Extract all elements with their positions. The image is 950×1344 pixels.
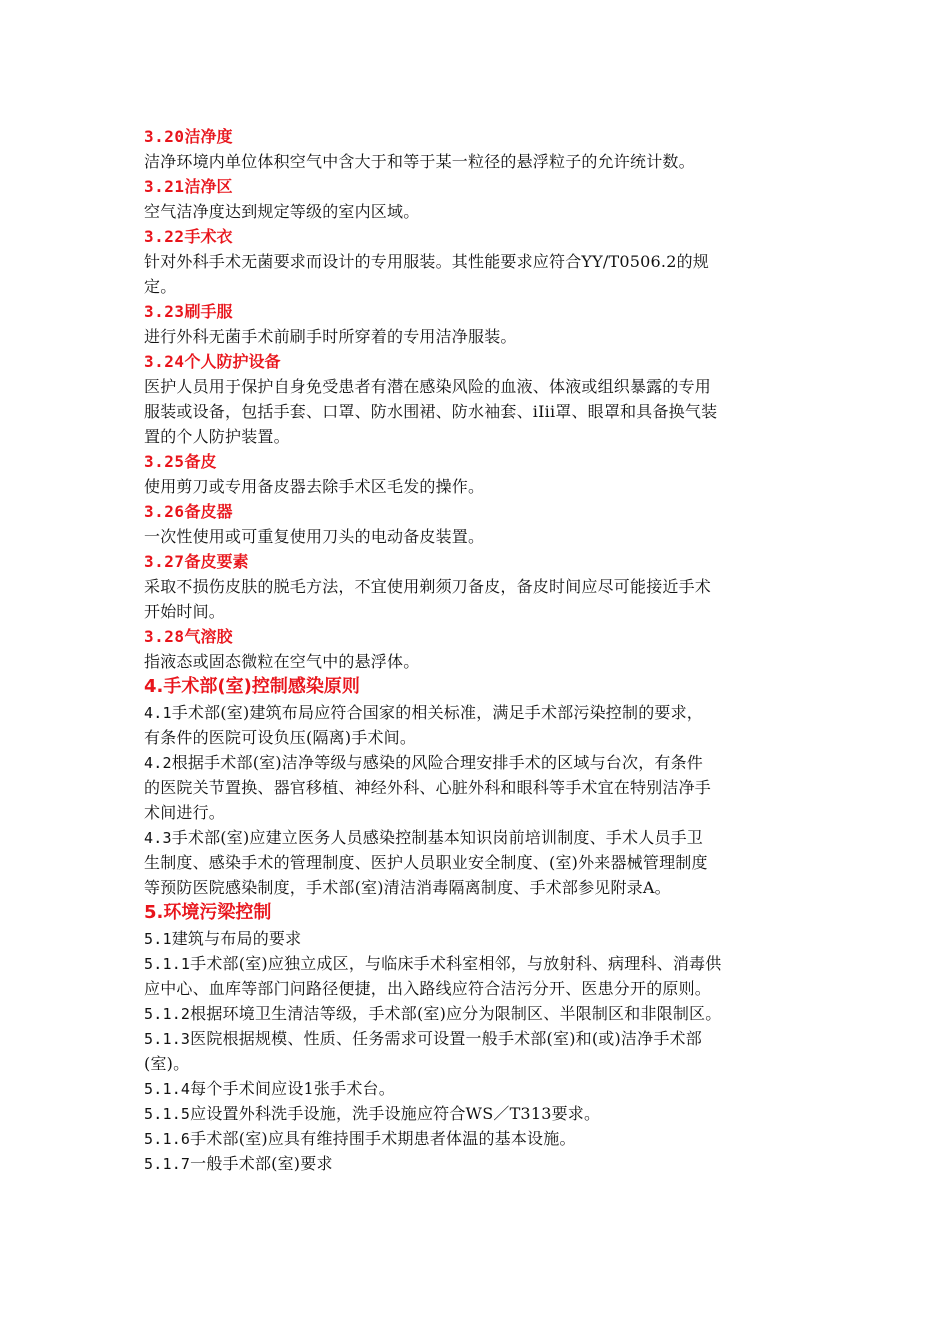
clause-line [144, 1126, 820, 1151]
term-heading [144, 299, 820, 324]
term-number: 3.20 [144, 127, 185, 146]
clause-line [144, 1151, 820, 1176]
clause-line [144, 875, 820, 900]
clause-text: 手术部(室)应独立成区，与临床手术科室相邻，与放射科、病理科、消毒供 [190, 954, 722, 973]
clause-line [144, 825, 820, 850]
term-number: 3.26 [144, 502, 185, 521]
term-number: 3.25 [144, 452, 185, 471]
term-title: 气溶胶 [184, 627, 233, 646]
term-number: 3.28 [144, 627, 185, 646]
term-definition-line: 使用剪刀或专用备皮器去除手术区毛发的操作。 [144, 477, 485, 496]
clause-number: 5.1 [144, 930, 172, 948]
clause-text: (室)。 [144, 1054, 190, 1073]
term-definition-line: 采取不损伤皮肤的脱毛方法，不宜使用剃须刀备皮，备皮时间应尽可能接近手术 [144, 577, 712, 596]
clause-number: 4.1 [144, 704, 172, 722]
term-number: 3.23 [144, 302, 185, 321]
clause-line [144, 976, 820, 1001]
clause-line [144, 1076, 820, 1101]
term-title: 备皮要素 [184, 552, 249, 571]
term-definition-line: 置的个人防护装置。 [144, 427, 290, 446]
term-heading [144, 224, 820, 249]
clause-text: 应中心、血库等部门问路径便捷，出入路线应符合洁污分开、医患分开的原则。 [144, 979, 712, 998]
term-title: 备皮 [184, 452, 217, 471]
term-title: 刷手服 [184, 302, 233, 321]
term-number: 3.22 [144, 227, 185, 246]
term-definition-line: 针对外科手术无菌要求而设计的专用服装。其性能要求应符合YY/T0506.2的规 [144, 252, 709, 271]
term-number: 3.27 [144, 552, 185, 571]
clause-line [144, 800, 820, 825]
clause-text: 手术部(室)应具有维持围手术期患者体温的基本设施。 [190, 1129, 576, 1148]
term-title: 洁净区 [184, 177, 233, 196]
clause-text: 医院根据规模、性质、任务需求可设置一般手术部(室)和(或)洁净手术部 [190, 1029, 702, 1048]
clause-text: 手术部(室)应建立医务人员感染控制基本知识岗前培训制度、手术人员手卫 [171, 828, 703, 847]
term-title: 手术衣 [184, 227, 233, 246]
term-definition-line: 服装或设备，包括手套、口罩、防水围裙、防水袖套、iIii罩、眼罩和具备换气装 [144, 402, 718, 421]
clause-number: 5.1.7 [144, 1155, 191, 1173]
clause-text: 根据环境卫生清洁等级，手术部(室)应分为限制区、半限制区和非限制区。 [190, 1004, 722, 1023]
term-definition-line: 一次性使用或可重复使用刀头的电动备皮装置。 [144, 527, 485, 546]
clause-number: 5.1.6 [144, 1130, 191, 1148]
clause-line [144, 725, 820, 750]
term-number: 3.24 [144, 352, 185, 371]
clause-number: 4.2 [144, 754, 172, 772]
term-heading [144, 549, 820, 574]
clause-number: 5.1.5 [144, 1105, 191, 1123]
clause-text: 的医院关节置换、器官移植、神经外科、心脏外科和眼科等手术宜在特别洁净手 [144, 778, 712, 797]
term-heading [144, 624, 820, 649]
term-definition-line: 指液态或固态微粒在空气中的悬浮体。 [144, 652, 420, 671]
clause-line [144, 1026, 820, 1051]
term-definition-line: 进行外科无菌手术前刷手时所穿着的专用洁净服装。 [144, 327, 517, 346]
clause-line [144, 1051, 820, 1076]
term-definition-line: 开始时间。 [144, 602, 226, 621]
clause-text: 根据手术部(室)洁净等级与感染的风险合理安排手术的区域与台次，有条件 [171, 753, 703, 772]
clause-text: 有条件的医院可设负压(隔离)手术间。 [144, 728, 417, 747]
terms-list [144, 124, 820, 674]
clause-line [144, 951, 820, 976]
section-4-clauses [144, 700, 820, 900]
clause-text: 建筑与布局的要求 [171, 929, 302, 948]
clause-line [144, 775, 820, 800]
clause-text: 手术部(室)建筑布局应符合国家的相关标准，满足手术部污染控制的要求， [171, 703, 703, 722]
clause-line [144, 750, 820, 775]
term-heading [144, 174, 820, 199]
term-heading [144, 499, 820, 524]
clause-text: 每个手术间应设1张手术台。 [190, 1079, 395, 1098]
clause-line [144, 700, 820, 725]
clause-text: 生制度、感染手术的管理制度、医护人员职业安全制度、(室)外来器械管理制度 [144, 853, 708, 872]
clause-number: 5.1.4 [144, 1080, 191, 1098]
clause-number: 5.1.2 [144, 1005, 191, 1023]
term-definition-line: 医护人员用于保护自身免受患者有潜在感染风险的血液、体液或组织暴露的专用 [144, 377, 712, 396]
section-4-title: 4.手术部(室)控制感染原则 [144, 676, 360, 697]
document-page [144, 124, 820, 1176]
term-heading [144, 449, 820, 474]
clause-line [144, 850, 820, 875]
section-5-title: 5.环境污梁控制 [144, 902, 272, 923]
clause-number: 5.1.1 [144, 955, 191, 973]
term-title: 洁净度 [184, 127, 233, 146]
clause-number: 4.3 [144, 829, 172, 847]
clause-line [144, 926, 820, 951]
term-title: 备皮器 [184, 502, 233, 521]
term-title: 个人防护设备 [184, 352, 281, 371]
clause-text: 术间进行。 [144, 803, 226, 822]
clause-text: 一般手术部(室)要求 [190, 1154, 333, 1173]
clause-text: 等预防医院感染制度，手术部(室)清洁消毒隔离制度、手术部参见附录A。 [144, 878, 671, 897]
clause-text: 应设置外科洗手设施，洗手设施应符合WS／T313要求。 [190, 1104, 601, 1123]
clause-line [144, 1101, 820, 1126]
clause-line [144, 1001, 820, 1026]
term-definition-line: 空气洁净度达到规定等级的室内区域。 [144, 202, 420, 221]
clause-number: 5.1.3 [144, 1030, 191, 1048]
term-definition-line: 定。 [144, 277, 177, 296]
term-heading [144, 349, 820, 374]
section-5-clauses [144, 926, 820, 1176]
term-definition-line: 洁净环境内单位体积空气中含大于和等于某一粒径的悬浮粒子的允许统计数。 [144, 152, 695, 171]
term-heading [144, 124, 820, 149]
term-number: 3.21 [144, 177, 185, 196]
